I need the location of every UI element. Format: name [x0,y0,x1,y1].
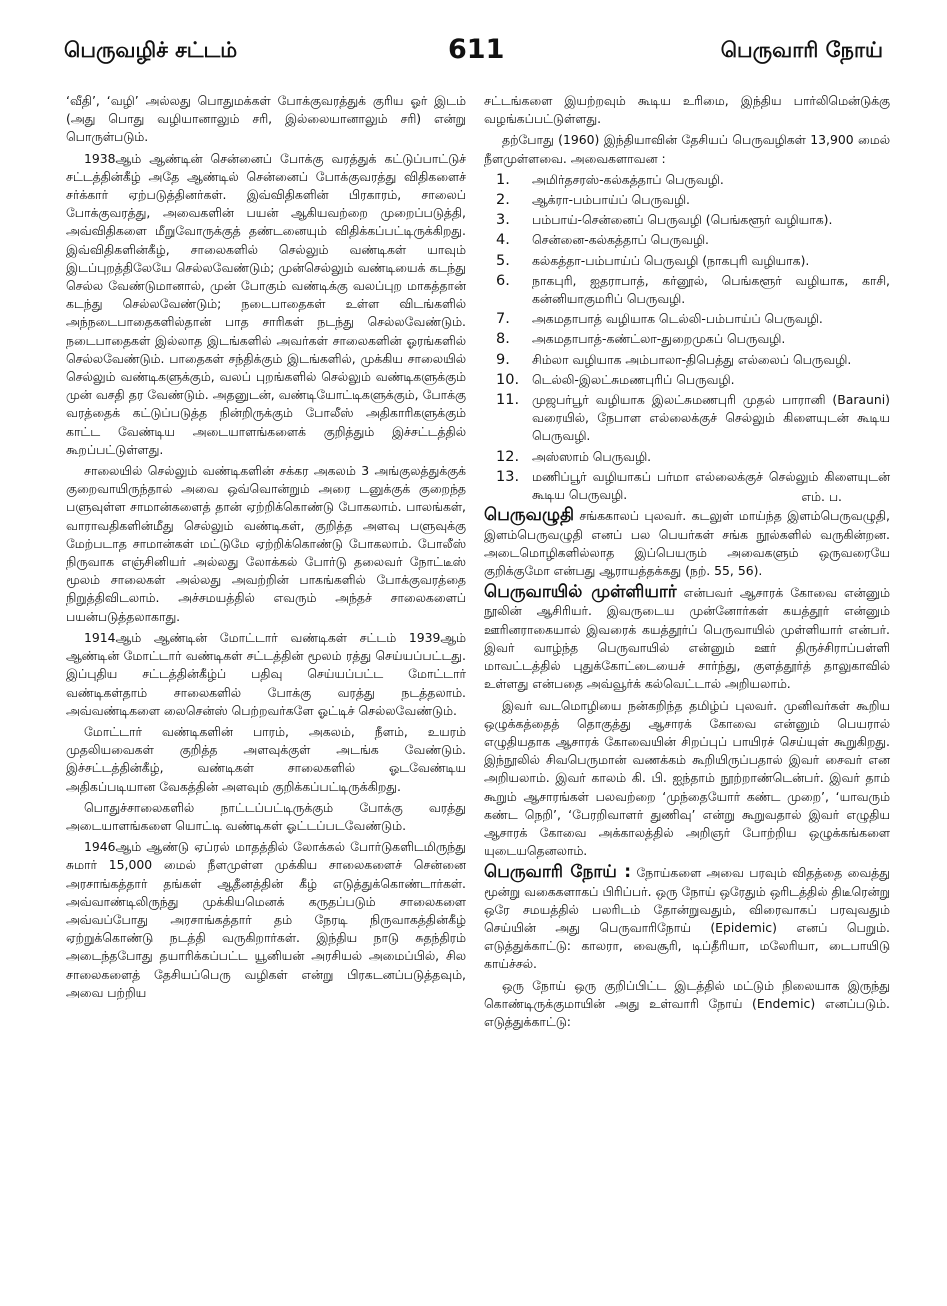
list-number: 9. [496,351,510,368]
running-head-right: பெருவாரி நோய் [720,38,883,62]
entry-peruvazhuthi [484,506,890,580]
list-text: ஆக்ரா-பம்பாய்ப் பெருவழி. [532,192,690,208]
entry-heading: பெருவழுதி [484,505,574,526]
list-item [484,351,890,369]
author-signature: எம். ப. [801,489,842,505]
list-text: அஸ்ஸாம் பெருவழி. [532,448,652,464]
list-number: 5. [496,252,510,269]
entry-body: நோய்களை அவை பரவும் விதத்தை வைத்து மூன்று வகைகளாகப் பிரிப்பர். ஒரு நோய் ஒரேதும் ஒரிடத்தில் திடீரென்று ஒரே சமயத்தில் பலரிடம் தோன்றுவதும், விரைவாகப் பரவுவதும் செய்யின் அது பெருவாரிநோய் (Epidemic) எனப் பெறும். எடுத்துக்காட்டு: காலரா, வைசூரி, டிப்தீரியா, மலேரியா, டைபாயிடு காய்ச்சல். [484,865,890,972]
paragraph: சட்டங்களை இயற்றவும் கூடிய உரிமை, இந்திய பார்லிமென்டுக்கு வழங்கப்பட்டுள்ளது. [484,93,890,127]
paragraph: பொதுச்சாலைகளில் நாட்டப்பட்டிருக்கும் போக்கு வரத்து அடையாளங்களை யொட்டி வண்டிகள் ஓட்டப்படவேண்டும். [66,799,466,833]
entry-peruvayil-mulliyar [484,583,890,693]
list-number: 1. [496,171,510,188]
entry-peruvari-noi [484,863,890,973]
list-number: 13. [496,468,520,485]
list-text: நாகபுரி, ஐதராபாத், கர்னூல், பெங்களூர் வழியாக, காசி, கன்னியாகுமரிப் பெருவழி. [532,272,890,307]
list-number: 2. [496,192,510,209]
list-text: அகமதாபாத்-கண்ட்லா-துறைமுகப் பெருவழி. [532,331,786,347]
list-text: முஜபர்பூர் வழியாக இலட்சுமணபுரி முதல் பாரானி (Barauni) வரையில், நேபாள எல்லைக்குச் செல்லும் கிளையுடன் கூடிய பெருவழி. [532,392,890,444]
list-text: கல்கத்தா-பம்பாய்ப் பெருவழி (நாகபுரி வழியாக). [532,252,810,268]
list-item [484,448,890,466]
list-text: அமிர்தசரஸ்-கல்கத்தாப் பெருவழி. [532,171,724,187]
list-text: டெல்லி-இலட்சுமணபுரிப் பெருவழி. [532,371,735,387]
list-item [484,468,890,504]
list-item [484,231,890,249]
entry-body: என்பவர் ஆசாரக் கோவை என்னும் நூலின் ஆசிரியர். இவருடைய முன்னோர்கள் கயத்தூர் என்னும் ஊரினராகையால் இவரைக் கயத்தூர்ப் பெருவாயில் முள்ளியார் என்பர். இவர் வாழ்ந்த பெருவாயில் என்னும் ஊர் திருச்சிராப்பள்ளி மாவட்டத்தில் புதுக்கோட்டையைச் சார்ந்து, குளத்தூர்த் தாலுகாவில் உள்ளது என்பதை அவ்வூர்க் கல்வெட்டால் அறியலாம். [484,585,890,692]
list-item [484,171,890,189]
list-number: 6. [496,272,510,289]
list-item [484,252,890,270]
list-number: 4. [496,232,510,249]
list-number: 3. [496,212,510,229]
list-item [484,272,890,308]
list-text: பம்பாய்-சென்னைப் பெருவழி (பெங்களூர் வழியாக). [532,212,833,228]
list-number: 11. [496,392,520,409]
highways-intro: தற்போது (1960) இந்தியாவின் தேசியப் பெருவழிகள் 13,900 மைல் நீளமுள்ளவை. அவைகளாவன : [484,132,890,166]
page-header [0,0,947,72]
paragraph: 1938ஆம் ஆண்டின் சென்னைப் போக்கு வரத்துக் கட்டுப்பாட்டுச் சட்டத்தின்கீழ் அதே ஆண்டில் சென்னைப் போக்குவரத்து விதிகளைச் சர்க்கார் ஏற்படுத்தினர்கள். இவ்விதிகளின் பிரகாரம், சாலைப் போக்குவரத்து, அவைகளின் பயன் ஆகியவற்றை முறைப்படுத்தி, அவ்விதிகளை மீறுவோருக்குத் தண்டனையும் விதிக்கப்பட்டிருக்கிறது. இவ்விதிகளின்கீழ், சாலைகளில் செல்லும் வண்டிகள் யாவும் இடப்புறத்திலேயே செல்லவேண்டும்; முன்செல்லும் வண்டியைக் கடந்து செல்ல வேண்டுமானால், முன் போகும் வண்டிக்கு வலப்புற மாகத்தான் கடந்து செல்லவேண்டும்; நடைபாதைகள் உள்ள விடங்களில் அந்நடைபாதைகளில்தான் பாத சாரிகள் நடந்து செல்லவேண்டும். நடைபாதைகள் இல்லாத இடங்களில் அவர்கள் சாலைகளின் ஓரங்களில் செல்லவேண்டும். பாதைகள் சந்திக்கும் இடங்களில், முக்கிய சாலையில் செல்லும் வண்டிகளுக்கும், வலப் புறங்களில் செல்லும் வண்டிகளுக்கும் முன் வசதி தர வேண்டும். அதனுடன், வண்டியோட்டிகளுக்கும், போக்கு வரத்தைக் கட்டுப்படுத்த நின்றிருக்கும் போலீஸ் அதிகாரிகளுக்கும் காட்ட வேண்டிய அடையாளங்களைக் குறித்தும் இச்சட்டத்தில் கூறப்பட்டுள்ளது. [66,150,466,457]
list-item [484,371,890,389]
paragraph: ஒரு நோய் ஒரு குறிப்பிட்ட இடத்தில் மட்டும் நிலையாக இருந்து கொண்டிருக்குமாயின் அது உள்வாரி நோய் (Endemic) எனப்படும். எடுத்துக்காட்டு: [484,977,890,1029]
right-column [484,92,890,1034]
paragraph: சாலையில் செல்லும் வண்டிகளின் சக்கர அகலம் 3 அங்குலத்துக்குக் குறைவாயிருந்தால் அவை ஒவ்வொன்றும் அரை டனுக்குக் குறைந்த பளுவுள்ள சாமான்களைத் தான் ஏற்றிக்கொண்டு போகலாம். பாலங்கள், வாராவதிகளின்மீது செல்லும் வண்டிகள், குறித்த அளவு பளுவுக்கு மேற்படாத சாமான்கள் மட்டுமே ஏற்றிக்கொண்டு போகலாம். போலீஸ் நிருவாக எஞ்சினியர் அல்லது லோக்கல் போர்டு தலைவர் நோட்டீஸ் மூலம் சாலைகள் அல்லது அவற்றின் பாகங்களில் போக்குவரத்தை நிறுத்திவிடலாம். அச்சமயத்தில் எவரும் அந்தச் சாலைகளைப் பயன்படுத்தலாகாது. [66,463,466,624]
entry-body: சங்ககாலப் புலவர். கடலுள் மாய்ந்த இளம்பெருவழுதி, இளம்பெருவழுதி எனப் பல பெயர்கள் சங்க நூல்களில் வருகின்றன. அடைமொழிகளில்லாத இப்பெயரும் அவைகளும் ஒருவரையே குறிக்குமோ என்பது ஆராயத்தக்கது (நற். 55, 56). [484,508,890,579]
list-number: 12. [496,448,520,465]
list-number: 8. [496,331,510,348]
page-number: 611 [448,34,505,65]
list-item [484,310,890,328]
running-head-left: பெருவழிச் சட்டம் [64,38,238,62]
highway-list [484,171,890,504]
list-number: 7. [496,311,510,328]
list-item [484,330,890,348]
paragraph: 1914ஆம் ஆண்டின் மோட்டார் வண்டிகள் சட்டம் 1939ஆம் ஆண்டின் மோட்டார் வண்டிகள் சட்டத்தின் மூலம் ரத்து செய்யப்பட்டது. இப்புதிய சட்டத்தின்கீழ்ப் பதிவு செய்யப்பட்ட மோட்டார் வண்டிகள்தாம் சாலைகளில் போக்கு வரத்து நடத்தலாம். அவ்வண்டிகளை லைசென்ஸ் பெற்றவர்களே ஓட்டிச் செல்லவேண்டும். [66,629,466,718]
list-item [484,211,890,229]
paragraph: 1946ஆம் ஆண்டு ஏப்ரல் மாதத்தில் லோக்கல் போர்டுகளிடமிருந்து சுமார் 15,000 மைல் நீளமுள்ள முக்கிய சாலைகளைச் சென்னை அரசாங்கத்தார் தங்கள் ஆதீனத்தின் கீழ் எடுத்துக்கொண்டார்கள். அவ்வாண்டிலிருந்து முக்கியமெனக் கருதப்படும் சாலைகளை அவ்வப்போது அரசாங்கத்தார் தம் நேரடி நிருவாகத்தின்கீழ் ஏற்றுக்கொண்டு நடத்தி வருகிறார்கள். இந்திய நாடு சுதந்திரம் அடைந்தபோது தயாரிக்கப்பட்ட யூனியன் அரசியல் அமைப்பில், சில சாலைகளைத் தேசியப்பெரு வழிகள் என்று பிரகடனப்படுத்தவும், அவை பற்றிய [66,839,466,1000]
list-item [484,391,890,446]
list-text: சென்னை-கல்கத்தாப் பெருவழி. [532,232,709,248]
list-text: மணிப்பூர் வழியாகப் பர்மா எல்லைக்குச் செல்லும் கிளையுடன் கூடிய பெருவழி. [532,468,890,503]
entry-heading: பெருவாரி நோய் : [484,862,632,883]
entry-heading: பெருவாயில் முள்ளியார் [484,582,677,603]
list-text: சிம்லா வழியாக அம்பாலா-திபெத்து எல்லைப் பெருவழி. [532,351,852,367]
paragraph: இவர் வடமொழியை நன்கறிந்த தமிழ்ப் புலவர். முனிவர்கள் கூறிய ஒழுக்கத்தைத் தொகுத்து ஆசாரக் கோவை என்னும் பெயரால் எழுதியதாக ஆசாரக் கோவையின் சிறப்புப் பாயிரச் செய்யுள் கூறுகிறது. இந்நூலில் சிவபெருமான் வணக்கம் கூறியிருப்பதால் இவர் சைவர் என அறியலாம். இவர் காலம் கி. பி. ஐந்தாம் நூற்றாண்டென்பர். இவர் தாம் கூறும் ஆசாரங்கள் பலவற்றை ‘முந்தையோர் கண்ட முறை’, ‘யாவரும் கண்ட நெறி’, ‘பேரறிவாளர் துணிவு’ என்று கூறுவதால் இவர் எழுதிய ஆசாரக் கோவை அக்காலத்தில் அறிஞர் போற்றிய ஒழுக்கங்களை யுடையதெனலாம். [484,697,890,859]
list-item [484,191,890,209]
left-column [66,92,466,1005]
list-text: அகமதாபாத் வழியாக டெல்லி-பம்பாய்ப் பெருவழி. [532,311,823,327]
paragraph: ‘வீதி’, ‘வழி’ அல்லது பொதுமக்கள் போக்குவரத்துக் குரிய ஓர் இடம் (அது பொது வழியானாலும் சரி, இல்லையானாலும் சரி) என்று பொருள்படும். [66,93,466,145]
list-number: 10. [496,371,520,388]
paragraph: மோட்டார் வண்டிகளின் பாரம், அகலம், நீளம், உயரம் முதலியவைகள் குறித்த அளவுக்குள் அடங்க வேண்டும். இச்சட்டத்தின்கீழ், வண்டிகள் சாலைகளில் ஓடவேண்டிய அதிகப்படியான வேகத்தின் அளவும் குறிக்கப்பட்டிருக்கிறது. [66,723,466,794]
